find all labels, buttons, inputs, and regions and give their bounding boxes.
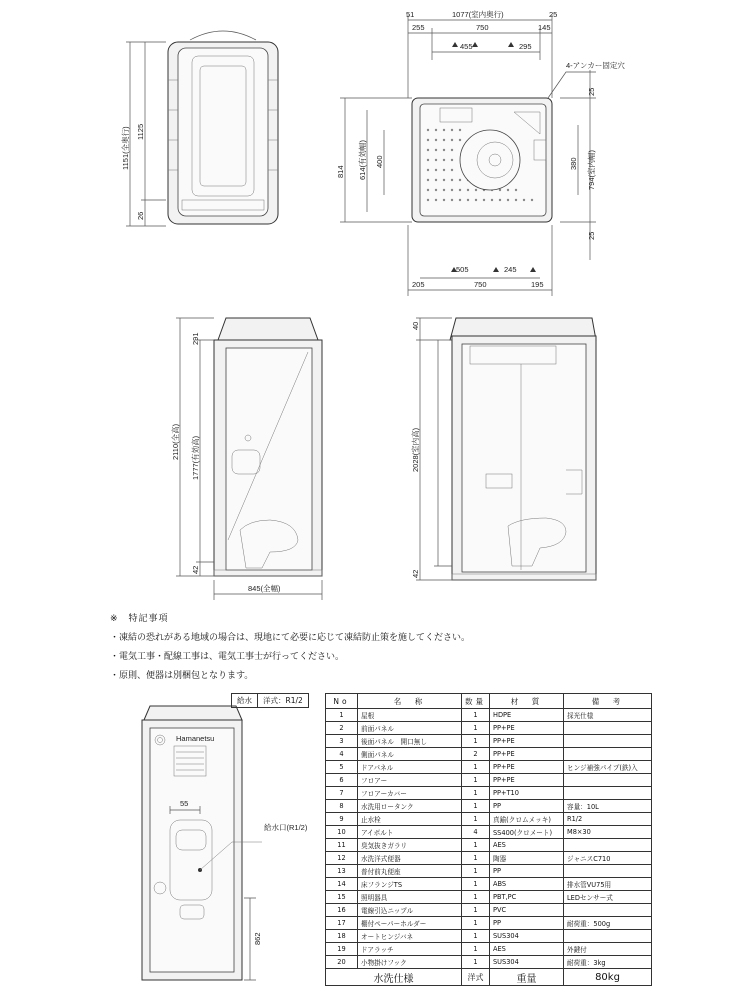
part-remarks: [564, 774, 652, 787]
part-name: アイボルト: [358, 826, 462, 839]
table-row: [326, 735, 652, 748]
part-qty: 1: [462, 917, 490, 930]
part-material: AES: [490, 943, 564, 956]
dim-top-left-2: 1125: [136, 123, 145, 140]
part-remarks: 採光仕様: [564, 709, 652, 722]
water-supply-box: [231, 693, 309, 708]
table-row: [326, 813, 652, 826]
part-remarks: [564, 904, 652, 917]
dim-floor-right-794: 794(室内幅): [587, 149, 596, 190]
table-row: [326, 839, 652, 852]
dim-side-2028: 2028(室内高): [411, 427, 420, 472]
part-name: フロアーカバー: [358, 787, 462, 800]
dim-floor-bottom-245: 245: [504, 265, 517, 274]
part-qty: 1: [462, 891, 490, 904]
summary-weight-label: 重量: [490, 969, 564, 986]
table-row: [326, 761, 652, 774]
part-remarks: ヒンジ補強パイプ(鉄)入: [564, 761, 652, 774]
summary-weight-value: 80kg: [564, 969, 652, 986]
dim-floor-top-455: 455: [460, 42, 473, 51]
part-qty: 1: [462, 800, 490, 813]
part-no: 10: [326, 826, 358, 839]
part-name: 前面パネル: [358, 722, 462, 735]
part-qty: 1: [462, 839, 490, 852]
summary-row: [326, 969, 652, 986]
part-remarks: 容量：10L: [564, 800, 652, 813]
dim-floor-right-25b: 25: [587, 231, 596, 240]
part-name: 小物掛けフック: [358, 956, 462, 969]
part-no: 16: [326, 904, 358, 917]
part-qty: 2: [462, 748, 490, 761]
part-no: 14: [326, 878, 358, 891]
part-remarks: [564, 839, 652, 852]
table-row: [326, 917, 652, 930]
part-remarks: 耐荷重：500g: [564, 917, 652, 930]
part-material: PBT,PC: [490, 891, 564, 904]
part-no: 12: [326, 852, 358, 865]
water-inlet-label: 給水口(R1/2): [264, 823, 308, 832]
part-name: 後面パネル 開口無し: [358, 735, 462, 748]
part-material: ABS: [490, 878, 564, 891]
part-name: 水洗洋式便器: [358, 852, 462, 865]
part-no: 19: [326, 943, 358, 956]
dim-front-1777: 1777(有効高): [191, 435, 200, 480]
part-material: AES: [490, 839, 564, 852]
part-name: 水洗用ロータンク: [358, 800, 462, 813]
part-name: ドアラッチ: [358, 943, 462, 956]
dim-front-2110: 2110(全高): [171, 423, 180, 460]
part-qty: 1: [462, 878, 490, 891]
part-remarks: [564, 930, 652, 943]
part-no: 18: [326, 930, 358, 943]
part-material: PP: [490, 865, 564, 878]
part-qty: 1: [462, 709, 490, 722]
dim-floor-right-25a: 25: [587, 87, 596, 96]
part-material: SS400(クロメート): [490, 826, 564, 839]
dim-floor-left-614: 614(有効幅): [358, 139, 367, 180]
anchor-hole-label: 4-アンカー固定穴: [566, 61, 625, 70]
part-name: オートヒンジバネ: [358, 930, 462, 943]
table-row: [326, 943, 652, 956]
part-qty: 1: [462, 943, 490, 956]
notes-heading: ※ 特記事項: [110, 614, 169, 624]
dim-floor-bottom-195: 195: [531, 280, 544, 289]
header-material: 材 質: [490, 694, 564, 709]
dim-back-862: 862: [253, 932, 262, 945]
part-name: 棚付ペーパーホルダー: [358, 917, 462, 930]
part-material: PP: [490, 800, 564, 813]
part-material: PP+PE: [490, 748, 564, 761]
dim-side-42: 42: [411, 569, 420, 578]
dim-floor-top-145: 145: [538, 23, 551, 32]
part-no: 13: [326, 865, 358, 878]
table-row: [326, 956, 652, 969]
part-no: 15: [326, 891, 358, 904]
dim-back-55: 55: [180, 799, 189, 808]
part-remarks: R1/2: [564, 813, 652, 826]
part-remarks: [564, 735, 652, 748]
part-qty: 1: [462, 956, 490, 969]
table-row: [326, 904, 652, 917]
part-name: 止水栓: [358, 813, 462, 826]
part-name: 床フランジTS: [358, 878, 462, 891]
part-no: 4: [326, 748, 358, 761]
table-row: [326, 748, 652, 761]
part-qty: 1: [462, 722, 490, 735]
part-remarks: M8×30: [564, 826, 652, 839]
part-remarks: LEDセンサー式: [564, 891, 652, 904]
supply-value: 洋式：R1/2: [258, 694, 309, 708]
header-qty: 数量: [462, 694, 490, 709]
dim-floor-top-750: 750: [476, 23, 489, 32]
dim-floor-bottom-750: 750: [474, 280, 487, 289]
part-qty: 1: [462, 735, 490, 748]
part-name: 側面パネル: [358, 748, 462, 761]
part-name: 照明器具: [358, 891, 462, 904]
table-row: [326, 826, 652, 839]
table-row: [326, 709, 652, 722]
dim-floor-top-25: 25: [549, 10, 558, 19]
dim-side-40: 40: [411, 321, 420, 330]
part-material: PP+PE: [490, 722, 564, 735]
parts-table-header: [326, 694, 652, 709]
part-qty: 1: [462, 774, 490, 787]
table-row: [326, 865, 652, 878]
dim-top-left-1: 1151(全奥行): [121, 126, 130, 170]
dim-front-845: 845(全幅): [248, 584, 281, 593]
part-qty: 1: [462, 787, 490, 800]
part-qty: 4: [462, 826, 490, 839]
part-no: 9: [326, 813, 358, 826]
part-material: HDPE: [490, 709, 564, 722]
table-row: [326, 800, 652, 813]
part-qty: 1: [462, 761, 490, 774]
back-brand-label: Hamanetsu: [176, 734, 215, 743]
part-remarks: [564, 787, 652, 800]
part-no: 2: [326, 722, 358, 735]
part-no: 8: [326, 800, 358, 813]
dim-floor-right-380: 380: [569, 157, 578, 170]
part-name: 普付前丸便座: [358, 865, 462, 878]
part-material: 陶器: [490, 852, 564, 865]
part-material: SUS304: [490, 930, 564, 943]
parts-table-body: [326, 709, 652, 969]
part-remarks: 外鍵付: [564, 943, 652, 956]
part-name: 電線引込ニップル: [358, 904, 462, 917]
side-elevation-view: [416, 318, 596, 580]
table-row: [326, 774, 652, 787]
part-remarks: [564, 865, 652, 878]
summary-flush-type: 水洗仕様: [326, 969, 462, 986]
table-row: [326, 722, 652, 735]
table-row: [326, 878, 652, 891]
part-no: 11: [326, 839, 358, 852]
dim-floor-bottom-505: 505: [456, 265, 469, 274]
part-no: 1: [326, 709, 358, 722]
supply-label: 給水: [232, 694, 258, 708]
part-name: ドアパネル: [358, 761, 462, 774]
part-remarks: 排水管VU75用: [564, 878, 652, 891]
summary-toilet-type: 洋式: [462, 969, 490, 986]
part-no: 3: [326, 735, 358, 748]
part-qty: 1: [462, 930, 490, 943]
dim-floor-left-400: 400: [375, 155, 384, 168]
part-name: 臭気抜きガラリ: [358, 839, 462, 852]
dim-floor-left-814: 814: [336, 165, 345, 178]
part-material: PP+T10: [490, 787, 564, 800]
part-no: 6: [326, 774, 358, 787]
part-material: PVC: [490, 904, 564, 917]
table-row: [326, 891, 652, 904]
table-row: [326, 852, 652, 865]
note-item-electrical: ・電気工事・配線工事は、電気工事士が行ってください。: [110, 652, 345, 662]
part-remarks: [564, 722, 652, 735]
top-plan-view: [126, 31, 278, 226]
part-remarks: ジャニスC710: [564, 852, 652, 865]
note-item-freeze: ・凍結の恐れがある地域の場合は、現地にて必要に応じて凍結防止策を施してください。: [110, 633, 471, 643]
header-remarks: 備 考: [564, 694, 652, 709]
dim-floor-top-255: 255: [412, 23, 425, 32]
part-remarks: [564, 748, 652, 761]
part-no: 7: [326, 787, 358, 800]
part-material: PP+PE: [490, 774, 564, 787]
part-no: 20: [326, 956, 358, 969]
part-qty: 1: [462, 904, 490, 917]
part-no: 5: [326, 761, 358, 774]
part-qty: 1: [462, 865, 490, 878]
dim-front-42: 42: [191, 565, 200, 574]
dim-floor-top-1077: 1077(室内奥行): [452, 10, 504, 19]
dim-front-291: 291: [191, 332, 200, 345]
part-material: 真鍮(クロムメッキ): [490, 813, 564, 826]
dim-floor-top-295: 295: [519, 42, 532, 51]
header-no: No: [326, 694, 358, 709]
part-remarks: 耐荷重：3kg: [564, 956, 652, 969]
special-notes: [110, 610, 530, 686]
part-name: フロアー: [358, 774, 462, 787]
table-row: [326, 787, 652, 800]
dim-floor-top-51: 51: [406, 10, 415, 19]
dim-top-left-3: 26: [136, 211, 145, 220]
parts-table: [325, 693, 652, 986]
part-qty: 1: [462, 813, 490, 826]
part-material: PP+PE: [490, 735, 564, 748]
header-name: 名 称: [358, 694, 462, 709]
back-elevation-view: [142, 706, 262, 980]
part-name: 屋根: [358, 709, 462, 722]
part-qty: 1: [462, 852, 490, 865]
part-no: 17: [326, 917, 358, 930]
note-item-packaging: ・原則、便器は別梱包となります。: [110, 671, 254, 681]
table-row: [326, 930, 652, 943]
part-material: PP+PE: [490, 761, 564, 774]
part-material: PP: [490, 917, 564, 930]
dim-floor-bottom-205: 205: [412, 280, 425, 289]
part-material: SUS304: [490, 956, 564, 969]
